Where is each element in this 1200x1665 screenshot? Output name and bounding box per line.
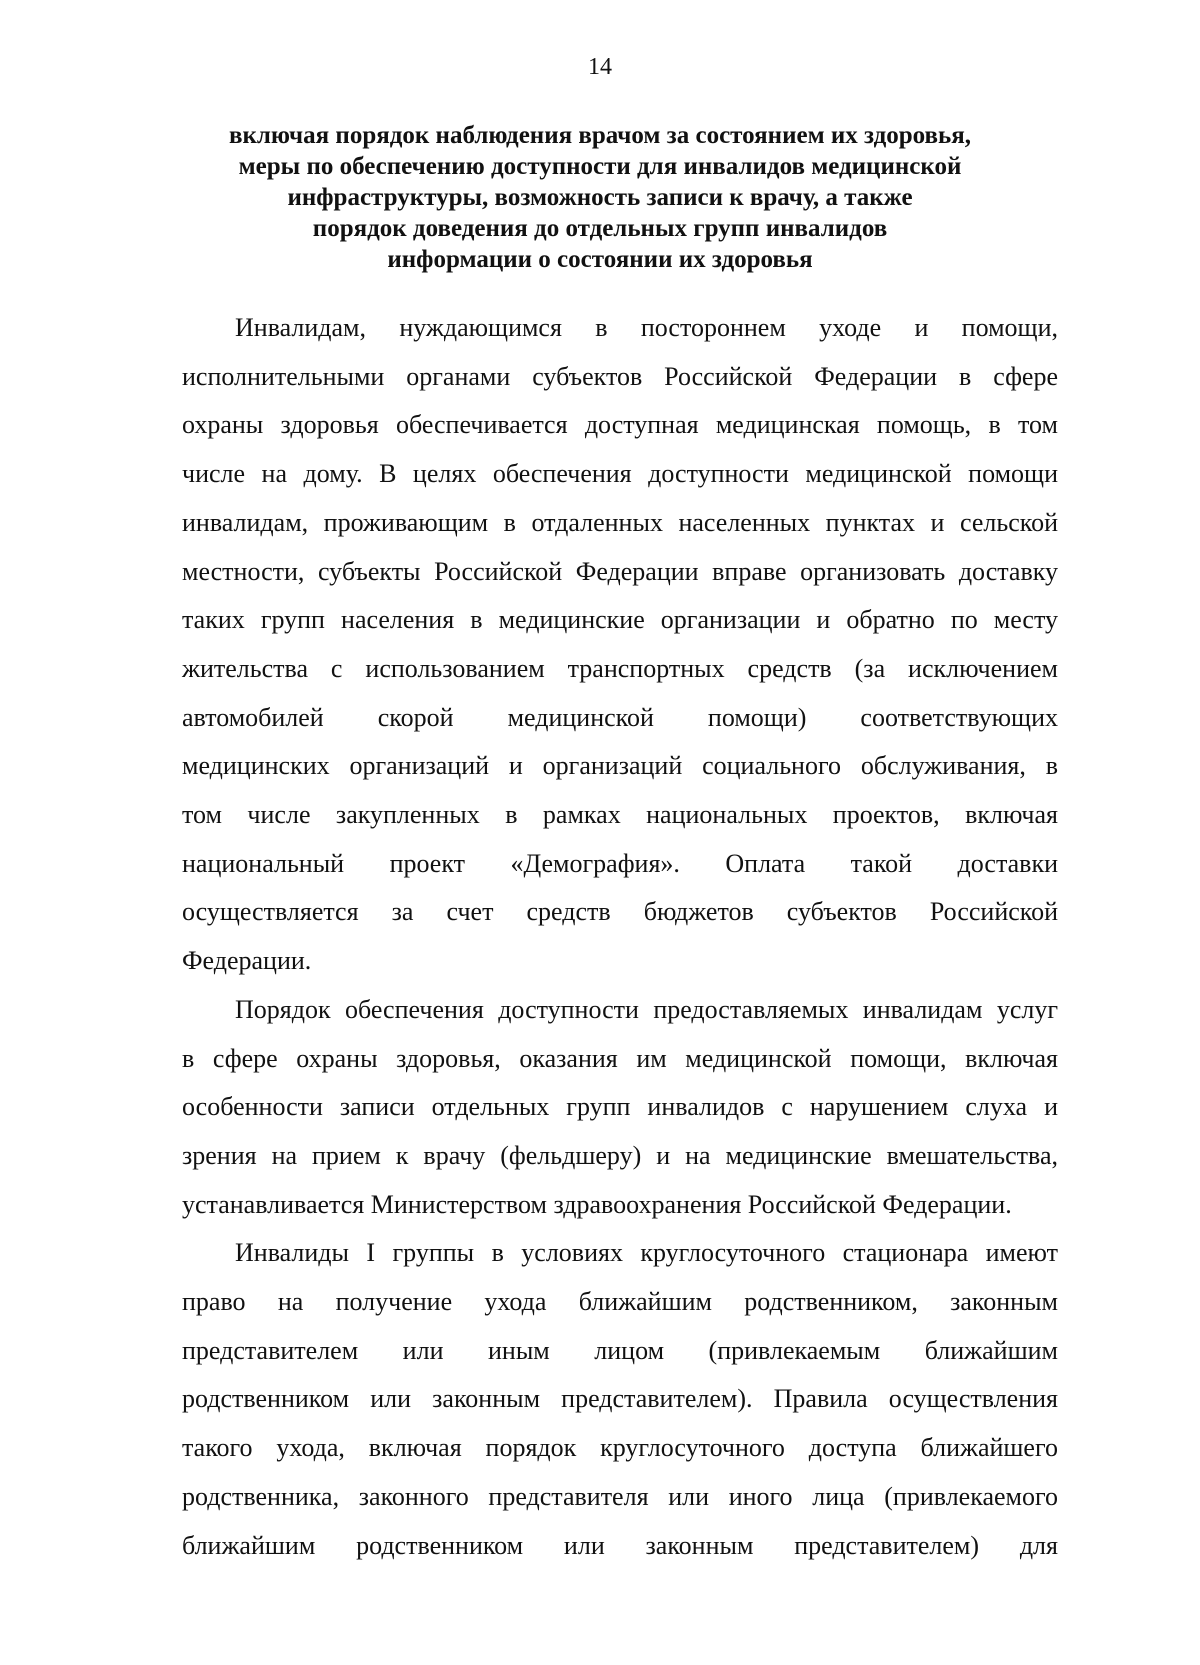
text-line: числе на дому. В целях обеспечения доступности медицинской помощи — [182, 459, 1058, 489]
section-heading — [150, 120, 1050, 275]
text-line: особенности записи отдельных групп инвалидов с нарушением слуха и — [182, 1092, 1058, 1122]
text-line: родственником или законным представителем). Правила осуществления — [182, 1384, 1058, 1414]
text-line: таких групп населения в медицинские организации и обратно по месту — [182, 605, 1058, 635]
text-line: Федерации. — [182, 946, 312, 976]
text-line: том числе закупленных в рамках национальных проектов, включая — [182, 800, 1058, 830]
paragraph-inpatient-care — [182, 1229, 1058, 1570]
text-line: медицинских организаций и организаций социального обслуживания, в — [182, 751, 1058, 781]
paragraph-home-care — [182, 304, 1058, 986]
text-line: родственника, законного представителя или иного лица (привлекаемого — [182, 1481, 1058, 1511]
heading-line: порядок доведения до отдельных групп инвалидов — [312, 215, 888, 242]
text-line: право на получение ухода ближайшим родственником, законным — [182, 1287, 1058, 1317]
text-line: устанавливается Министерством здравоохранения Российской Федерации. — [182, 1189, 1012, 1219]
text-line: автомобилей скорой медицинской помощи) соответствующих — [182, 702, 1058, 732]
text-line: такого ухода, включая порядок круглосуточного доступа ближайшего — [182, 1433, 1058, 1463]
text-line: ближайшим родственником или законным представителем) для — [182, 1530, 1058, 1560]
heading-line: меры по обеспечению доступности для инвалидов медицинской — [238, 153, 962, 180]
text-line: Порядок обеспечения доступности предоставляемых инвалидам услуг — [235, 994, 1058, 1024]
text-line: местности, субъекты Российской Федерации вправе организовать доставку — [182, 556, 1058, 586]
text-line: национальный проект «Демография». Оплата такой доставки — [182, 848, 1058, 878]
paragraph-access-order — [182, 986, 1058, 1230]
text-line: исполнительными органами субъектов Российской Федерации в сфере — [182, 361, 1058, 391]
text-line: Инвалидам, нуждающимся в постороннем уходе и помощи, — [235, 313, 1058, 342]
text-line: в сфере охраны здоровья, оказания им медицинской помощи, включая — [182, 1043, 1058, 1073]
text-line: представителем или иным лицом (привлекаемым ближайшим — [182, 1335, 1058, 1365]
text-line: инвалидам, проживающим в отдаленных населенных пунктах и сельской — [182, 507, 1058, 537]
heading-line: инфраструктуры, возможность записи к врачу, а также — [287, 184, 913, 211]
text-line: осуществляется за счет средств бюджетов субъектов Российской — [182, 897, 1058, 927]
heading-line: информации о состоянии их здоровья — [387, 246, 813, 273]
text-line: жительства с использованием транспортных средств (за исключением — [182, 653, 1058, 683]
page-number: 14 — [588, 54, 612, 80]
body-text — [182, 304, 1058, 1570]
text-line: охраны здоровья обеспечивается доступная медицинская помощь, в том — [182, 410, 1058, 440]
text-line: Инвалиды I группы в условиях круглосуточного стационара имеют — [235, 1238, 1058, 1268]
heading-line: включая порядок наблюдения врачом за состоянием их здоровья, — [228, 122, 972, 149]
text-line: зрения на прием к врачу (фельдшеру) и на медицинские вмешательства, — [182, 1140, 1058, 1170]
